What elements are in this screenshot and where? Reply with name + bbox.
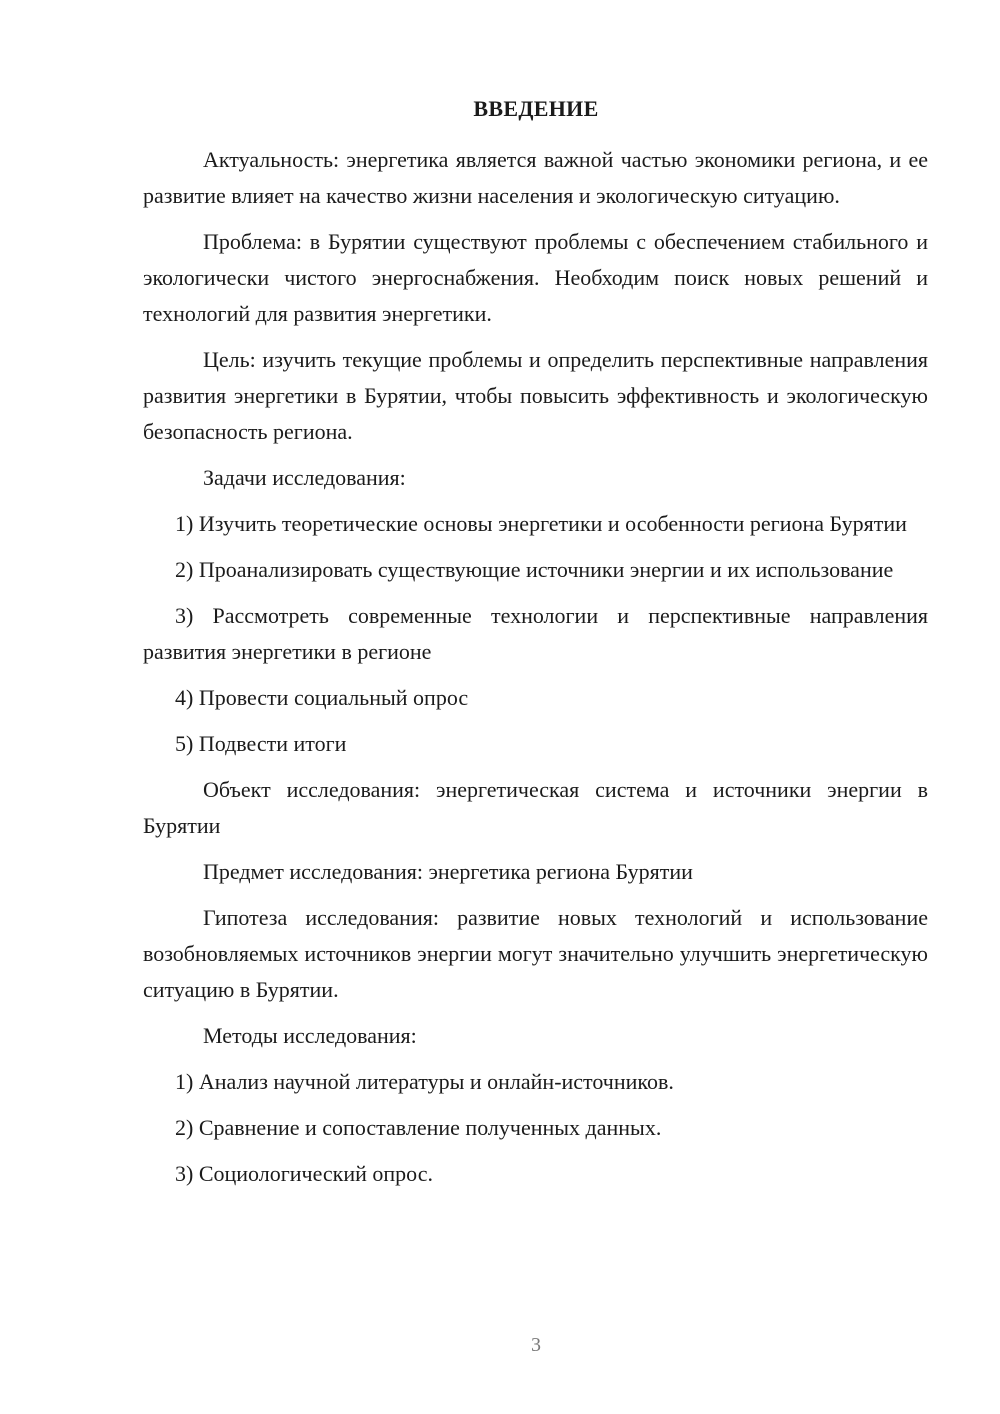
object-paragraph: Объект исследования: энергетическая система и источники энергии в Бурятии [143,777,928,838]
problem-paragraph: Проблема: в Бурятии существуют проблемы с обеспечением стабильного и экологически чистого энергоснабжения. Необходим поиск новых решений и технологий для развития энергетики. [143,229,928,326]
task-item: 2) Проанализировать существующие источники энергии и их использование [175,557,894,582]
methods-heading: Методы исследования: [203,1023,417,1048]
task-item: 1) Изучить теоретические основы энергетики и особенности региона Бурятии [175,511,907,536]
method-item: 1) Анализ научной литературы и онлайн-источников. [175,1069,674,1094]
hypothesis-paragraph: Гипотеза исследования: развитие новых технологий и использование возобновляемых источников энергии могут значительно улучшить энергетическую ситуацию в Бурятии. [143,905,928,1002]
method-item: 3) Социологический опрос. [175,1161,433,1186]
task-item: 3) Рассмотреть современные технологии и перспективные направления развития энергетики в регионе [143,603,928,664]
task-item: 5) Подвести итоги [175,731,347,756]
document-body [143,142,928,1202]
relevance-paragraph: Актуальность: энергетика является важной частью экономики региона, и ее развитие влияет на качество жизни населения и экологическую ситуацию. [143,147,928,208]
subject-paragraph: Предмет исследования: энергетика региона Бурятии [203,859,693,884]
page-title: ВВЕДЕНИЕ [473,96,599,121]
page-number: 3 [531,1334,541,1356]
method-item: 2) Сравнение и сопоставление полученных данных. [175,1115,662,1140]
tasks-heading: Задачи исследования: [203,465,406,490]
goal-paragraph: Цель: изучить текущие проблемы и определить перспективные направления развития энергетики в Бурятии, чтобы повысить эффективность и экологическую безопасность региона. [143,347,928,444]
task-item: 4) Провести социальный опрос [175,685,469,710]
